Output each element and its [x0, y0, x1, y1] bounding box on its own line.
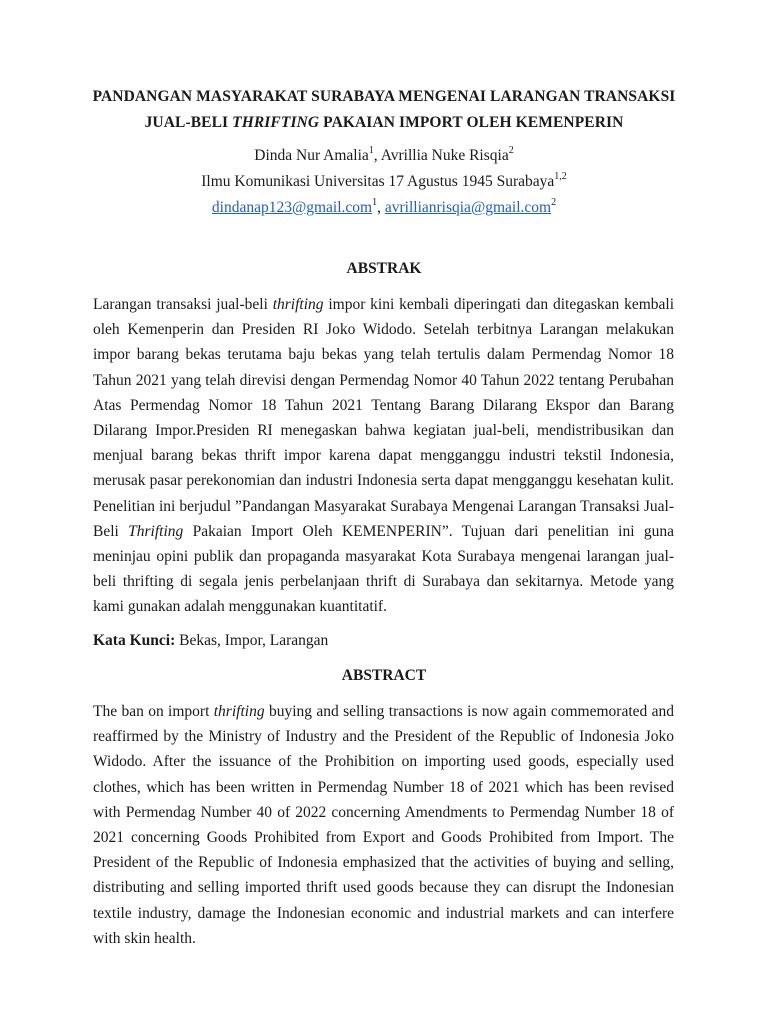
- abstrak-text-1: Larangan transaksi jual-beli: [93, 296, 273, 313]
- title-italic-term: THRIFTING: [232, 114, 320, 131]
- title-line-2-end: PAKAIAN IMPORT OLEH KEMENPERIN: [319, 114, 624, 131]
- abstract-text-1: The ban on import: [93, 703, 214, 720]
- abstrak-paragraph: [93, 292, 674, 620]
- email-2-sup: 2: [551, 196, 557, 208]
- abstrak-heading: ABSTRAK: [346, 260, 422, 277]
- email-link-2[interactable]: avrillianrisqia@gmail.com: [384, 199, 552, 216]
- affiliation-text: Ilmu Komunikasi Universitas 17 Agustus 1945 Surabaya: [201, 173, 555, 190]
- title-line-1: PANDANGAN MASYARAKAT SURABAYA MENGENAI LARANGAN TRANSAKSI: [92, 88, 676, 105]
- affiliation-sup: 1,2: [554, 170, 567, 182]
- email-1-sup: 1: [372, 196, 378, 208]
- author-2-sup: 2: [508, 144, 514, 156]
- abstrak-italic-2: Thrifting: [128, 522, 184, 540]
- abstrak-text-2: impor kini kembali diperingati dan ditegaskan kembali oleh Kemenperin dan Presiden RI Joko Widodo. Setelah terbitnya Larangan melakukan impor barang bekas terutama baju bekas yang telah tertulis dalam Permendag Nomor 18 Tahun 2021 yang telah direvisi dengan Permendag Nomor 40 Tahun 2022 tentang Perubahan Atas Permendag Nomor 18 Tahun 2021 Tentang Barang Dilarang Ekspor dan Barang Dilarang Impor.Presiden RI menegaskan bahwa kegiatan jual-beli, mendistribusikan dan menjual barang bekas thrift impor karena dapat mengganggu industri tekstil Indonesia, merusak pasar perekonomian dan industri Indonesia serta dapat mengganggu kesehatan kulit. Penelitian ini berjudul ”Pandangan Masyarakat Surabaya Mengenai Larangan Transaksi Jual-Beli: [93, 296, 675, 540]
- email-separator: ,: [377, 199, 385, 216]
- keywords: [93, 632, 328, 650]
- author-2: Avrillia Nuke Risqia: [380, 147, 509, 164]
- paper-title: [60, 84, 708, 136]
- author-1: Dinda Nur Amalia: [254, 147, 369, 164]
- abstract-paragraph: [93, 699, 674, 951]
- title-line-2-start: JUAL-BELI: [144, 114, 233, 131]
- abstract-italic-1: thrifting: [213, 703, 265, 720]
- affiliation: [60, 171, 708, 193]
- abstract-heading: ABSTRACT: [341, 667, 427, 684]
- keywords-label: Kata Kunci:: [93, 632, 176, 649]
- keywords-value: Bekas, Impor, Larangan: [175, 632, 329, 649]
- abstract-text-2: buying and selling transactions is now again commemorated and reaffirmed by the Ministry of Industry and the President of the Republic of Indonesia Joko Widodo. After the issuance of the Prohibition on importing used goods, especially used clothes, which has been written in Permendag Number 18 of 2021 which has been revised with Permendag Number 40 of 2022 concerning Amendments to Permendag Number 18 of 2021 concerning Goods Prohibited from Export and Goods Prohibited from Import. The President of the Republic of Indonesia emphasized that the activities of buying and selling, distributing and selling imported thrift used goods because they can disrupt the Indonesian textile industry, damage the Indonesian economic and industrial markets and can interfere with skin health.: [93, 703, 674, 947]
- author-separator: ,: [373, 147, 381, 164]
- author-list: [60, 145, 708, 167]
- email-link-1[interactable]: dindanap123@gmail.com: [211, 199, 373, 216]
- author-1-sup: 1: [368, 144, 374, 156]
- title-line-2: [60, 110, 708, 136]
- email-list: [60, 197, 708, 219]
- abstrak-italic-1: thrifting: [272, 296, 324, 313]
- abstrak-text-3: Pakaian Import Oleh KEMENPERIN”. Tujuan dari penelitian ini guna meninjau opini publik dan propaganda masyarakat Kota Surabaya mengenai larangan jual-beli thrifting di segala jenis perbelanjaan thrift di Surabaya dan sekitarnya. Metode yang kami gunakan adalah menggunakan kuantitatif.: [93, 522, 674, 616]
